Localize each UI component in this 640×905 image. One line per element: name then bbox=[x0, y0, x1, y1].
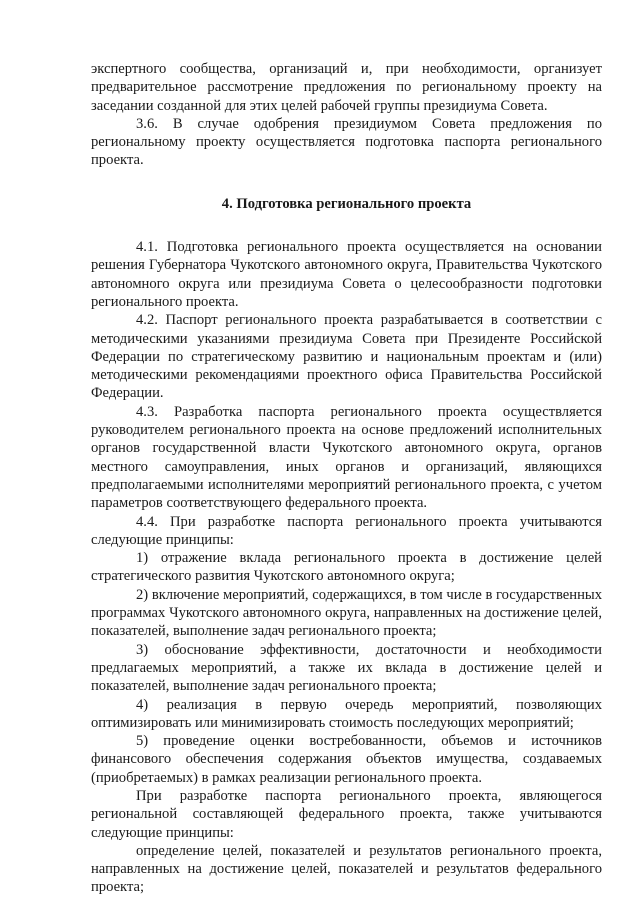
paragraph-federal-intro: При разработке паспорта регионального проекта, являющегося региональной составляющей федерального проекта, также учитываются следующие принципы: bbox=[91, 787, 602, 841]
list-item-4: 4) реализация в первую очередь мероприятий, позволяющих оптимизировать или минимизировать стоимость последующих мероприятий; bbox=[91, 696, 602, 731]
list-item-3: 3) обоснование эффективности, достаточности и необходимости предлагаемых мероприятий, а также их вклада в достижение целей и показателей, выполнение задач регионального проекта; bbox=[91, 641, 602, 695]
paragraph-4-2: 4.2. Паспорт регионального проекта разрабатывается в соответствии с методическими указаниями президиума Совета при Президенте Российской Федерации по стратегическому развитию и национальным проектам и (или) методическими рекомендациями проектного офиса Правительства Российской Федерации. bbox=[91, 312, 602, 402]
paragraph-federal-item: определение целей, показателей и результатов регионального проекта, направленных на достижение целей, показателей и результатов федерального проекта; bbox=[91, 842, 602, 896]
list-item-5: 5) проведение оценки востребованности, объемов и источников финансового обеспечения содержания объектов имущества, создаваемых (приобретаемых) в рамках реализации регионального проекта. bbox=[91, 733, 602, 786]
paragraph-continuation: экспертного сообщества, организаций и, при необходимости, организует предварительное рассмотрение предложения по региональному проекту на заседании созданной для этих целей рабочей группы президиума Совета. bbox=[91, 61, 602, 114]
list-item-2: 2) включение мероприятий, содержащихся, в том числе в государственных программах Чукотского автономного округа, направленных на достижение целей, показателей, выполнение задач регионального проекта; bbox=[91, 586, 602, 640]
document-page bbox=[91, 60, 602, 897]
list-item-1: 1) отражение вклада регионального проекта в достижение целей стратегического развития Чукотского автономного округа; bbox=[91, 550, 602, 585]
paragraph-4-1: 4.1. Подготовка регионального проекта осуществляется на основании решения Губернатора Чукотского автономного округа, Правительства Чукотского автономного округа или президиума Совета о целесообразности подготовки регионального проекта. bbox=[91, 239, 602, 310]
paragraph-4-4: 4.4. При разработке паспорта регионального проекта учитываются следующие принципы: bbox=[91, 513, 602, 548]
paragraph-4-3: 4.3. Разработка паспорта регионального проекта осуществляется руководителем регионального проекта на основе предложений исполнительных органов государственной власти Чукотского автономного округа, органов местного самоуправления, иных органов и организаций, являющихся предполагаемыми исполнителями мероприятий регионального проекта, с учетом параметров соответствующего федерального проекта. bbox=[91, 403, 602, 512]
paragraph-3-6: 3.6. В случае одобрения президиумом Совета предложения по региональному проекту осуществляется подготовка паспорта регионального проекта. bbox=[91, 115, 602, 169]
section-title: 4. Подготовка регионального проекта bbox=[221, 195, 472, 212]
